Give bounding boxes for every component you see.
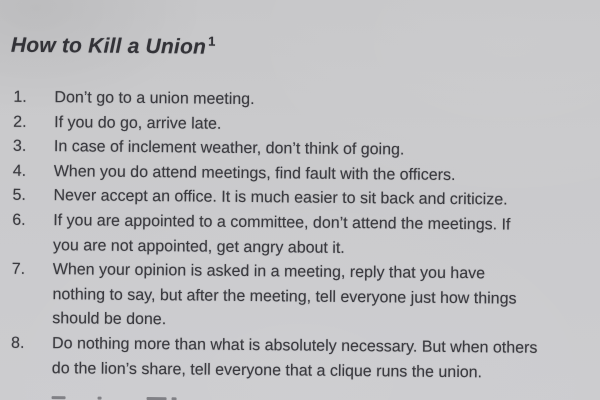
list-item-text: Do nothing more than what is absolutely necessary. But when others do the lion’s share, tell everyone that a clique runs the union. <box>51 335 538 381</box>
title-text: How to Kill a Union <box>10 33 207 59</box>
list-item-text: When you do attend meetings, find fault with the officers. <box>53 162 456 184</box>
list-item-number: 3. <box>12 137 27 156</box>
list-item-number: 6. <box>12 211 26 229</box>
list-item-number: 1. <box>13 88 27 106</box>
list-item <box>11 332 597 387</box>
list-item-number: 5. <box>12 187 26 205</box>
list-item-number: 8. <box>11 334 25 352</box>
list-item-number: 7. <box>11 260 26 279</box>
list-item-text: If you do go, arrive late. <box>54 113 222 133</box>
list-item-text: Never accept an office. It is much easier to sit back and criticize. <box>53 187 508 209</box>
cutoff-text-fragment <box>52 396 472 400</box>
list-item-text: When your opinion is asked in a meeting, reply that you have nothing to say, but after the meeting, tell everyone just how things should be done. <box>52 261 517 329</box>
page-title <box>11 27 600 65</box>
footnote-marker: 1 <box>208 33 216 49</box>
list-item-text: If you are appointed to a committee, don’t attend the meetings. If you are not appointed, get angry about it. <box>52 212 511 257</box>
list-item-text: In case of inclement weather, don’t think of going. <box>53 138 405 159</box>
list-item <box>11 258 598 337</box>
numbered-list <box>11 86 600 387</box>
list-item-number: 4. <box>12 162 27 180</box>
list-item-number: 2. <box>13 113 27 131</box>
list-item-text: Don’t go to a union meeting. <box>54 89 255 109</box>
list-item <box>12 209 598 264</box>
